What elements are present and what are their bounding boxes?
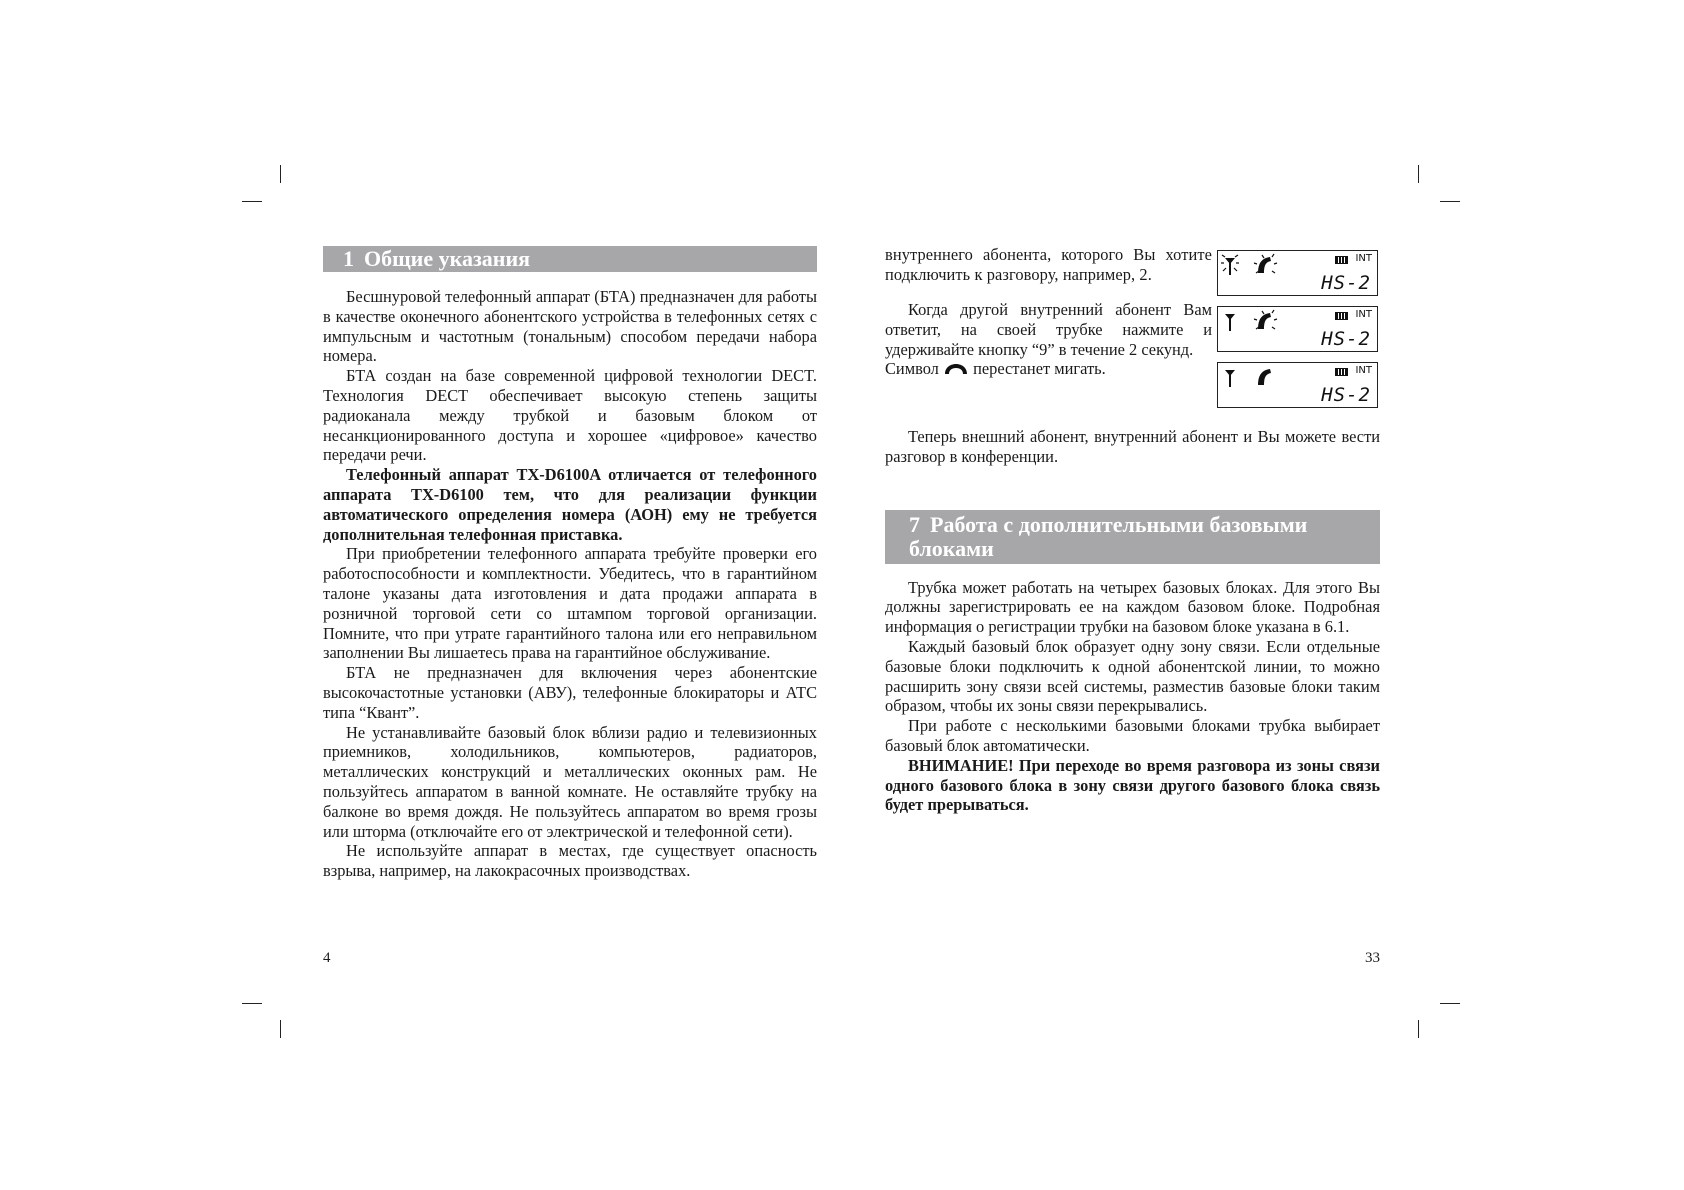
lcd-display [1217, 362, 1378, 408]
section-number: 7 [909, 511, 920, 537]
paragraph: Трубка может работать на четырех базовых блоках. Для этого Вы должны зарегистрировать ее на каждом базовом блоке. Подробная информация о регистрации трубки на базовом блоке указана в 6.1. [885, 577, 1380, 637]
antenna-icon [1225, 314, 1235, 331]
right-page-paragraphs [885, 578, 1380, 816]
symbol-prefix: Символ [885, 359, 939, 379]
instruction-block [885, 300, 1212, 381]
handset-label: HS-2 [1321, 384, 1371, 406]
paragraph: При приобретении телефонного аппарата требуйте проверки его работоспособности и комплектности. Убедитесь, что в гарантийном талоне указаны дата изготовления и дата продажи аппарата в розничной торговой сети со штампом торговой организации. Помните, что при утрате гарантийного талона или его неправильном заполнении Вы лишаетесь права на гарантийное обслуживание. [323, 544, 817, 663]
conference-text: Теперь внешний абонент, внутренний абонент и Вы можете вести разговор в конференции. [885, 427, 1380, 466]
paragraph: Телефонный аппарат TX-D6100A отличается от телефонного аппарата TX-D6100 тем, что для реализации функции автоматического определения номера (АОН) ему не требуется дополнительная телефонная приставка. [323, 465, 817, 544]
section-title-line2: блоками [909, 535, 994, 561]
crop-mark [1418, 165, 1419, 183]
symbol-note [885, 359, 1212, 380]
antenna-blink-icon [1221, 255, 1239, 275]
lcd-display [1217, 306, 1378, 352]
intro-text: внутреннего абонента, которого Вы хотите подключить к разговору, например, 2. [885, 245, 1212, 284]
paragraph: БТА не предназначен для включения через абонентские высокочастотные установки (АВУ), телефонные блокираторы и АТС типа “Квант”. [323, 663, 817, 722]
battery-icon [1335, 256, 1348, 264]
crop-mark [280, 1020, 281, 1038]
battery-icon [1335, 312, 1348, 320]
paragraph: Каждый базовый блок образует одну зону связи. Если отдельные базовые блоки подключить к одной абонентской линии, то можно расширить зону связи всей системы, разместив базовые блоки таким образом, чтобы их зоны связи перекрывались. [885, 636, 1380, 716]
crop-mark [1440, 1003, 1460, 1004]
left-page [323, 246, 817, 881]
int-label: INT [1355, 253, 1372, 264]
handset-label: HS-2 [1321, 272, 1371, 294]
symbol-suffix: перестанет мигать. [973, 359, 1106, 379]
handset-icon [1258, 369, 1271, 385]
crop-mark [1418, 1020, 1419, 1038]
section-title-line1: Работа с дополнительными базовыми [930, 511, 1308, 537]
section-heading [885, 510, 1380, 564]
paragraph: БТА создан на базе современной цифровой технологии DECT. Технология DECT обеспечивает высокую степень защиты радиоканала между трубкой и базовым блоком от несанкционированного доступа и хорошее «цифровое» качество передачи речи. [323, 366, 817, 465]
section-title: Общие указания [364, 246, 531, 271]
instruction-text: Когда другой внутренний абонент Вам ответит, на своей трубке нажмите и удерживайте кнопку “9” в течение 2 секунд. [885, 300, 1212, 359]
paragraph: ВНИМАНИЕ! При переходе во время разговора из зоны связи одного базового блока в зону связи другого базового блока связь будет прерываться. [885, 755, 1380, 815]
page-number-right: 33 [1365, 950, 1380, 966]
paragraph: Бесшнуровой телефонный аппарат (БТА) предназначен для работы в качестве оконечного абонентского устройства в телефонных сетях с импульсным и частотным (тональным) способом передачи набора номера. [323, 287, 817, 366]
paragraph: Не используйте аппарат в местах, где существует опасность взрыва, например, на лакокрасочных производствах. [323, 841, 817, 881]
section-number: 1 [343, 246, 354, 271]
handset-label: HS-2 [1321, 328, 1371, 350]
paragraph: При работе с несколькими базовыми блоками трубка выбирает базовый блок автоматически. [885, 716, 1380, 755]
crop-mark [1440, 201, 1460, 202]
crop-mark [280, 165, 281, 183]
handset-icon [943, 361, 969, 381]
paragraph: Не устанавливайте базовый блок вблизи радио и телевизионных приемников, холодильников, компьютеров, радиаторов, металлических конструкций и металлических оконных рам. Не пользуйтесь аппаратом в ванной комнате. Не оставляйте трубку на балконе во время дождя. Не пользуйтесь аппаратом во время грозы или шторма (отключайте его от электрической и телефонной сети). [323, 722, 817, 841]
left-page-body [323, 287, 817, 881]
section-heading [323, 246, 817, 272]
int-label: INT [1355, 309, 1372, 320]
handset-blink-icon [1254, 254, 1277, 273]
antenna-icon [1225, 370, 1235, 387]
crop-mark [242, 1003, 262, 1004]
int-label: INT [1355, 365, 1372, 376]
handset-blink-icon [1254, 310, 1277, 329]
crop-mark [242, 201, 262, 202]
page-number-left: 4 [323, 950, 331, 966]
right-page-body [885, 427, 1380, 815]
lcd-display [1217, 250, 1378, 296]
battery-icon [1335, 368, 1348, 376]
